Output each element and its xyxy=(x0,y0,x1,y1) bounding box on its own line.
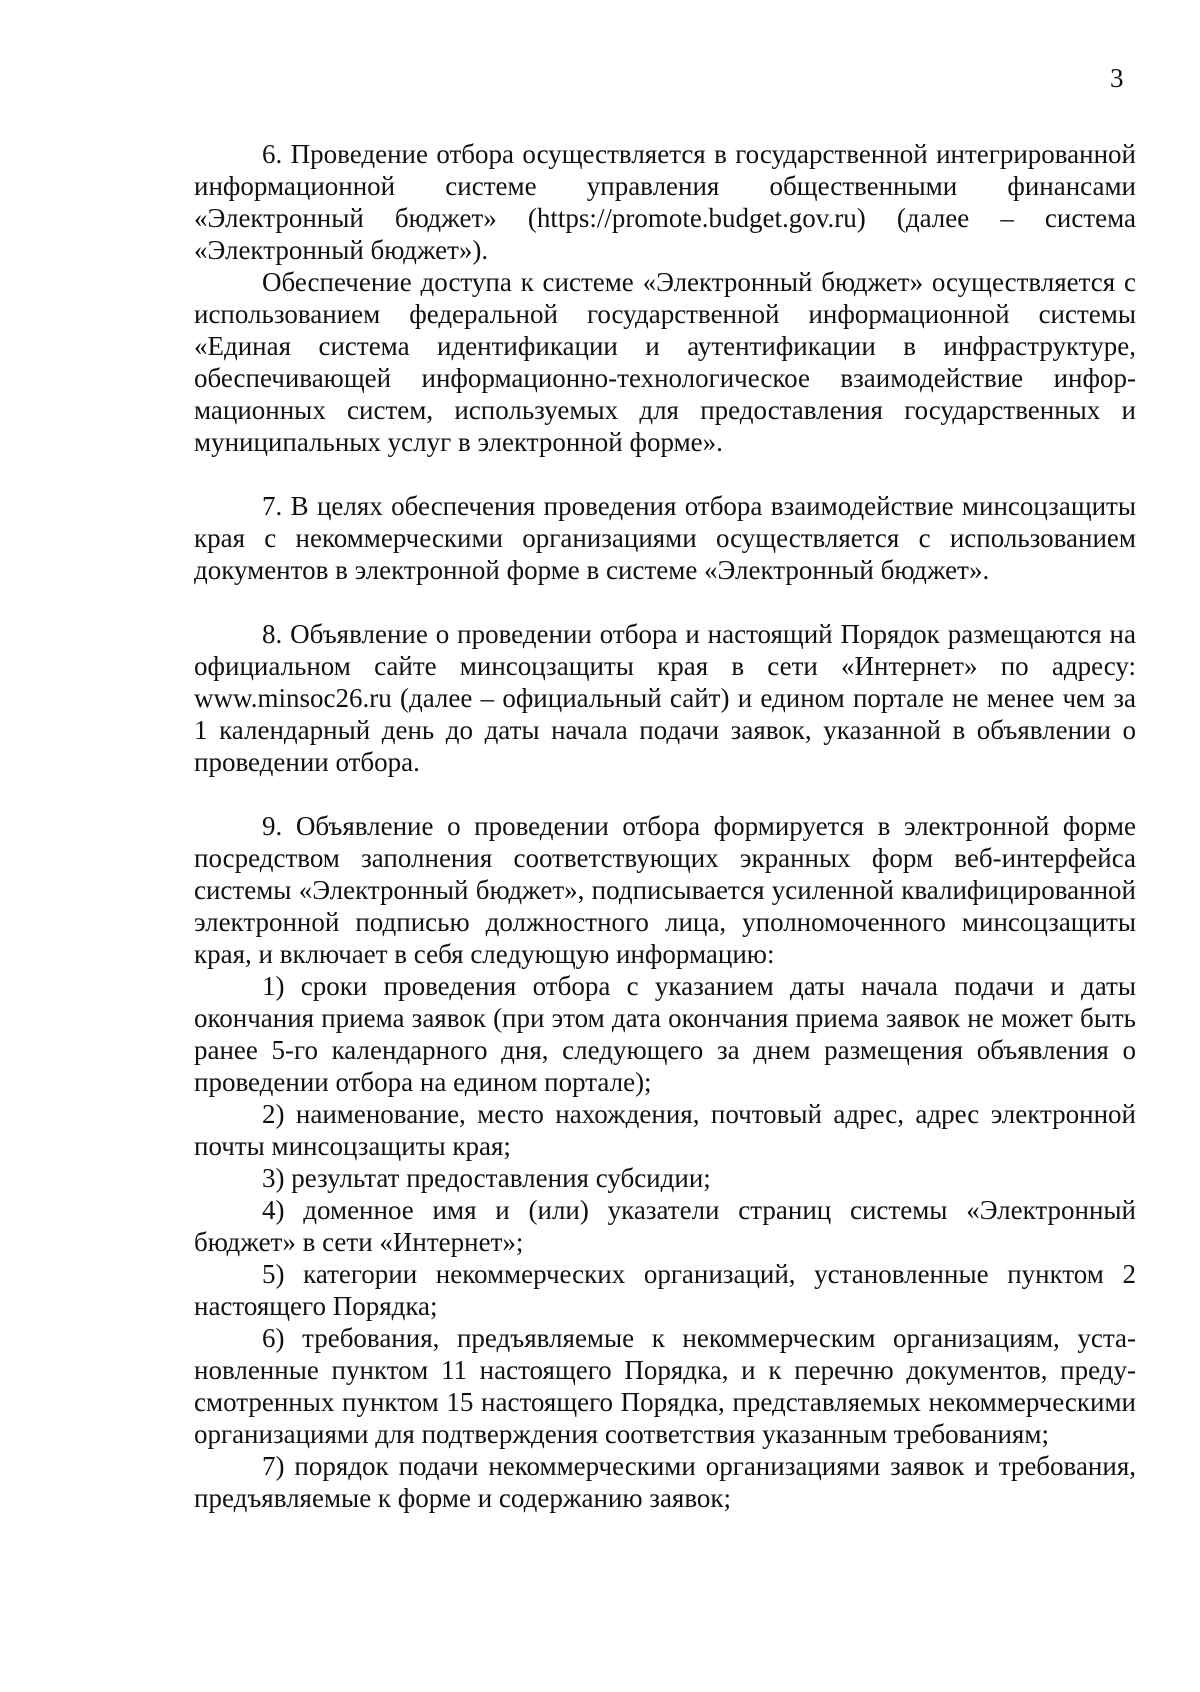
list-item-3: 3) результат предоставления субсидии; xyxy=(262,1163,711,1193)
list-item-5: 5) категории некоммерческих организаций, установленные пунктом 2 настоящего Порядка; xyxy=(194,1259,1136,1321)
list-item-1: 1) сроки проведения отбора с указанием даты начала подачи и даты окончания приема заявок (при этом дата окончания приема заявок не может быть ранее 5-го календарного дня, следующего за днем размещения объявления о проведении отбора на едином портале); xyxy=(194,971,1136,1097)
paragraph-8: 8. Объявление о проведении отбора и настоящий Порядок размещаются на официальном сайте минсоцзащиты края в сети «Интернет» по адресу: www.minsoc26.ru (далее – официальный сайт) и едином портале не менее чем за 1 календарный день до даты начала подачи заявок, указанной в объявлении о проведении отбора. xyxy=(194,619,1136,777)
list-item-6: 6) требования, предъявляемые к некоммерческим организациям, установленные пунктом 11 настоящего Порядка, и к перечню документов, предусмотренных пунктом 15 настоящего Порядка, представляемых некоммерческими организациями для подтверждения соответствия указанным требованиям; xyxy=(194,1323,1136,1449)
list-item-2: 2) наименование, место нахождения, почтовый адрес, адрес электронной почты минсоцзащиты края; xyxy=(194,1099,1136,1161)
document-body xyxy=(194,138,1136,1514)
list-item-7: 7) порядок подачи некоммерческими организациями заявок и требования, предъявляемые к форме и содержанию заявок; xyxy=(194,1451,1136,1513)
paragraph-6-access: Обеспечение доступа к системе «Электронный бюджет» осуществляется с использованием федеральной государственной информационной системы «Единая система идентификации и аутентификации в инфраструктуре, обеспечивающей информационно-технологическое взаимодействие информационных систем, используемых для предоставления государственных и муниципальных услуг в электронной форме». xyxy=(194,267,1136,457)
paragraph-7: 7. В целях обеспечения проведения отбора взаимодействие минсоцзащиты края с некоммерческими организациями осуществляется с использованием документов в электронной форме в системе «Электронный бюджет». xyxy=(194,491,1136,585)
paragraph-6: 6. Проведение отбора осуществляется в государственной интегрированной информационной системе управления общественными финансами «Электронный бюджет» (https://promote.budget.gov.ru) (далее – система «Электронный бюджет»). xyxy=(194,139,1136,265)
page-number: 3 xyxy=(1110,63,1124,93)
list-item-4: 4) доменное имя и (или) указатели страниц системы «Электронный бюджет» в сети «Интернет»; xyxy=(194,1195,1136,1257)
paragraph-9: 9. Объявление о проведении отбора формируется в электронной форме посредством заполнения соответствующих экранных форм веб-интерфейса системы «Электронный бюджет», подписывается усиленной квалифицированной электронной подписью должностного лица, уполномоченного минсоцзащиты края, и включает в себя следующую информацию: xyxy=(194,811,1136,969)
